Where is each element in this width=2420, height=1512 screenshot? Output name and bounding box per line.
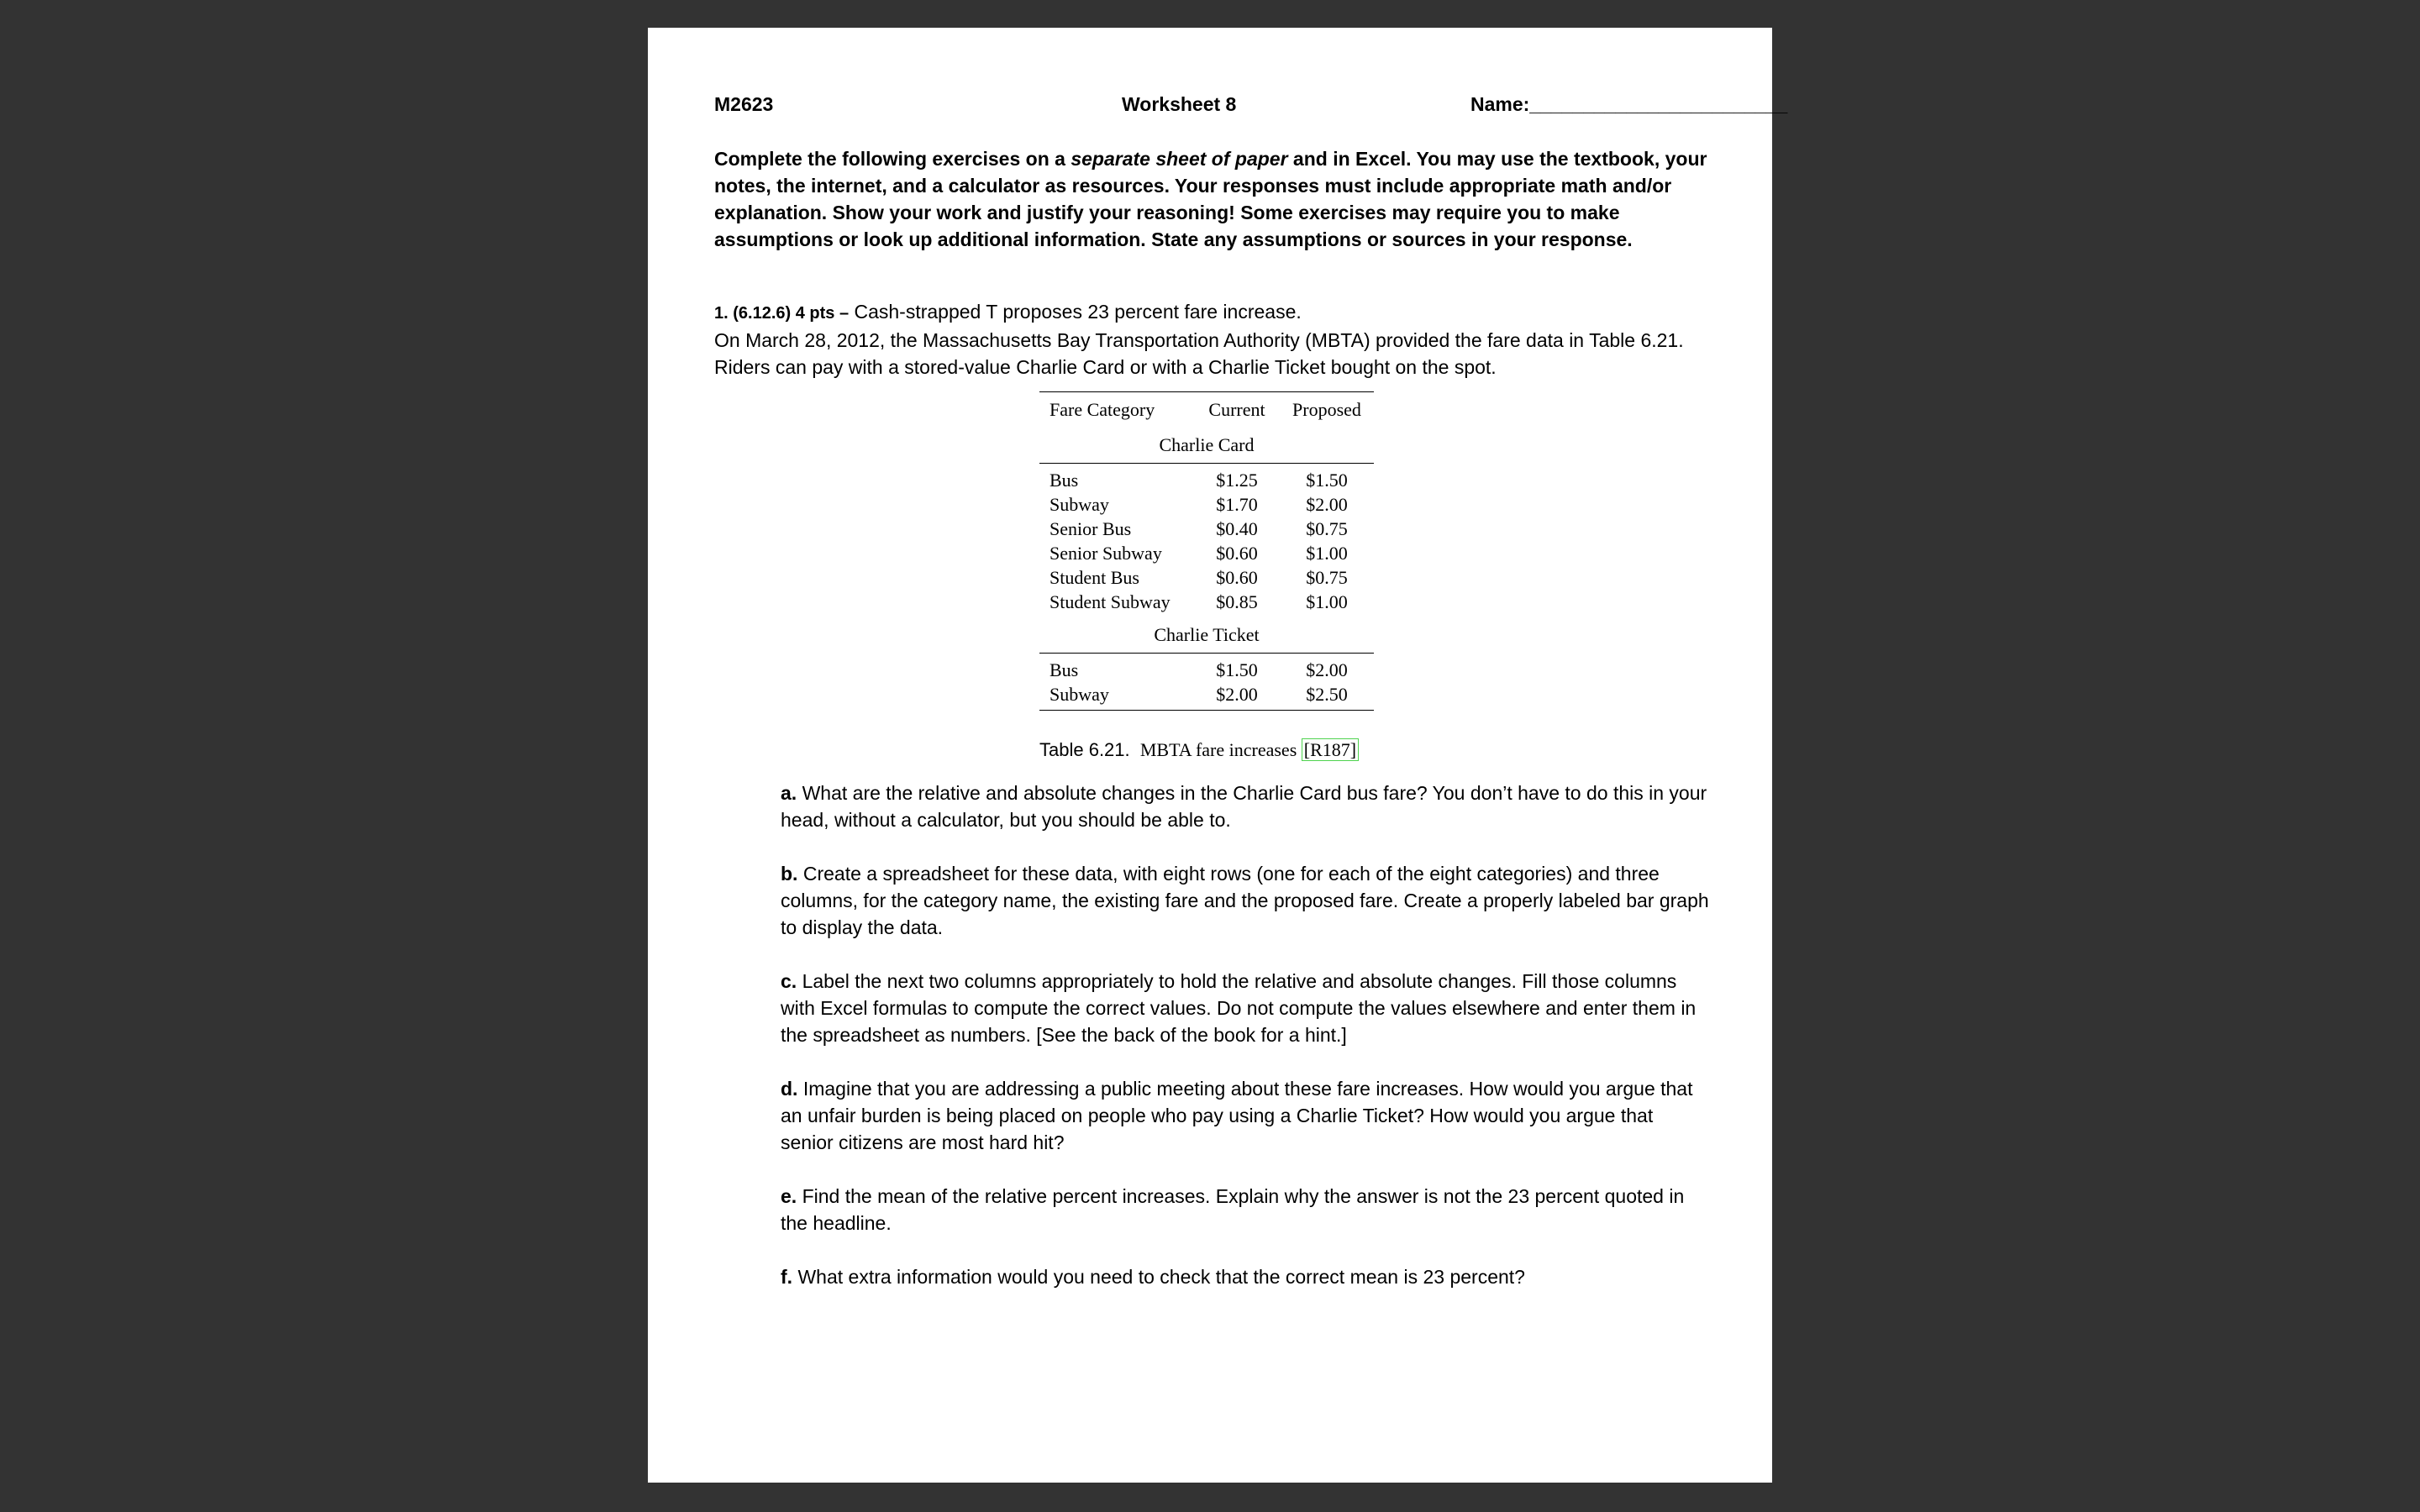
proposed-fare: $0.75 <box>1306 518 1348 539</box>
part-b <box>781 860 1710 941</box>
proposed-fare: $2.00 <box>1306 494 1348 515</box>
section-charlie-ticket: Charlie Ticket <box>1154 624 1260 645</box>
charlie-card-rows <box>1039 464 1374 617</box>
part-c <box>781 968 1710 1048</box>
part-label: d. <box>781 1078 798 1100</box>
part-text: Find the mean of the relative percent increases. Explain why the answer is not the 23 percent quoted in the headline. <box>781 1185 1685 1234</box>
fare-category: Student Subway <box>1050 591 1171 612</box>
proposed-fare: $2.00 <box>1306 659 1348 680</box>
column-header-current: Current <box>1208 399 1265 420</box>
fare-category: Subway <box>1050 494 1109 515</box>
proposed-fare: $1.00 <box>1306 591 1348 612</box>
table-row <box>1039 492 1374 517</box>
course-code: M2623 <box>714 93 774 115</box>
fare-category: Senior Bus <box>1050 518 1132 539</box>
fare-category: Bus <box>1050 659 1079 680</box>
part-d <box>781 1075 1710 1156</box>
part-text: Imagine that you are addressing a public meeting about these fare increases. How would you argue that an unfair burden is being placed on people who pay using a Charlie Ticket? How would you argue that senior citizens are most hard hit? <box>781 1078 1693 1153</box>
proposed-fare: $1.00 <box>1306 543 1348 564</box>
part-f <box>781 1263 1710 1290</box>
part-e <box>781 1183 1710 1236</box>
fare-table-header <box>1039 392 1374 428</box>
table-row <box>1039 565 1374 590</box>
current-fare: $2.00 <box>1216 684 1258 705</box>
instructions-emphasis: separate sheet of paper <box>1071 148 1288 170</box>
name-field-label: Name:________________________ <box>1470 93 1788 115</box>
table-row <box>1039 658 1374 682</box>
fare-category: Subway <box>1050 684 1109 705</box>
table-caption <box>1039 739 1359 761</box>
current-fare: $1.25 <box>1216 470 1258 491</box>
table-row <box>1039 682 1374 706</box>
current-fare: $0.60 <box>1216 567 1258 588</box>
proposed-fare: $2.50 <box>1306 684 1348 705</box>
instructions-text-before: Complete the following exercises on a <box>714 148 1071 170</box>
proposed-fare: $0.75 <box>1306 567 1348 588</box>
current-fare: $0.85 <box>1216 591 1258 612</box>
question-1-headline: Cash-strapped T proposes 23 percent fare increase. <box>849 301 1302 323</box>
instructions-paragraph <box>714 145 1710 253</box>
part-text: Label the next two columns appropriately to hold the relative and absolute changes. Fill those columns with Excel formulas to compute the correct values. Do not compute the values elsewhere and enter them in the spreadsheet as numbers. [See the back of the book for a hint.] <box>781 970 1697 1046</box>
document-page <box>648 28 1788 1483</box>
part-text: Create a spreadsheet for these data, with eight rows (one for each of the eight categories) and three columns, for the category name, the existing fare and the proposed fare. Create a properly labeled bar graph to display the data. <box>781 863 1709 938</box>
part-label: a. <box>781 782 797 804</box>
instructions-text-after: and in Excel. You may use the textbook, your notes, the internet, and a calculator as resources. Your responses must include appropriate math and/or explanation. Show your work and justify your reasoning! Some exercises may require you to make assumptions or look up additional information. State any assumptions or sources in your response. <box>714 148 1707 250</box>
section-charlie-card: Charlie Card <box>1159 434 1255 455</box>
current-fare: $1.70 <box>1216 494 1258 515</box>
table-row <box>1039 590 1374 614</box>
fare-category: Student Bus <box>1050 567 1139 588</box>
table-row <box>1039 468 1374 492</box>
question-parts <box>781 780 1710 1317</box>
current-fare: $0.40 <box>1216 518 1258 539</box>
fare-category: Senior Subway <box>1050 543 1162 564</box>
part-label: c. <box>781 970 797 992</box>
proposed-fare: $1.50 <box>1306 470 1348 491</box>
table-row <box>1039 517 1374 541</box>
part-text: What are the relative and absolute changes in the Charlie Card bus fare? You don’t have to do this in your head, without a calculator, but you should be able to. <box>781 782 1707 831</box>
current-fare: $1.50 <box>1216 659 1258 680</box>
part-a <box>781 780 1710 833</box>
part-text: What extra information would you need to check that the correct mean is 23 percent? <box>792 1266 1525 1288</box>
charlie-ticket-rows <box>1039 654 1374 710</box>
table-row <box>1039 541 1374 565</box>
part-label: f. <box>781 1266 793 1288</box>
caption-text: MBTA fare increases <box>1139 739 1302 760</box>
fare-table <box>1039 391 1374 711</box>
fare-category: Bus <box>1050 470 1079 491</box>
part-label: e. <box>781 1185 797 1207</box>
column-header-proposed: Proposed <box>1292 399 1361 420</box>
question-1-tag: 1. (6.12.6) 4 pts – <box>714 304 850 323</box>
caption-reference-link[interactable]: [R187] <box>1302 738 1359 761</box>
question-1-body: On March 28, 2012, the Massachusetts Bay Transportation Authority (MBTA) provided the fare data in Table 6.21. Riders can pay with a stored-value Charlie Card or with a Charlie Ticket bought on the spot. <box>714 329 1684 378</box>
caption-label: Table 6.21. <box>1039 739 1130 760</box>
part-label: b. <box>781 863 798 885</box>
question-1 <box>714 298 1710 381</box>
worksheet-header <box>714 93 1788 127</box>
current-fare: $0.60 <box>1216 543 1258 564</box>
column-header-category: Fare Category <box>1050 399 1155 420</box>
worksheet-title: Worksheet 8 <box>1122 93 1237 115</box>
